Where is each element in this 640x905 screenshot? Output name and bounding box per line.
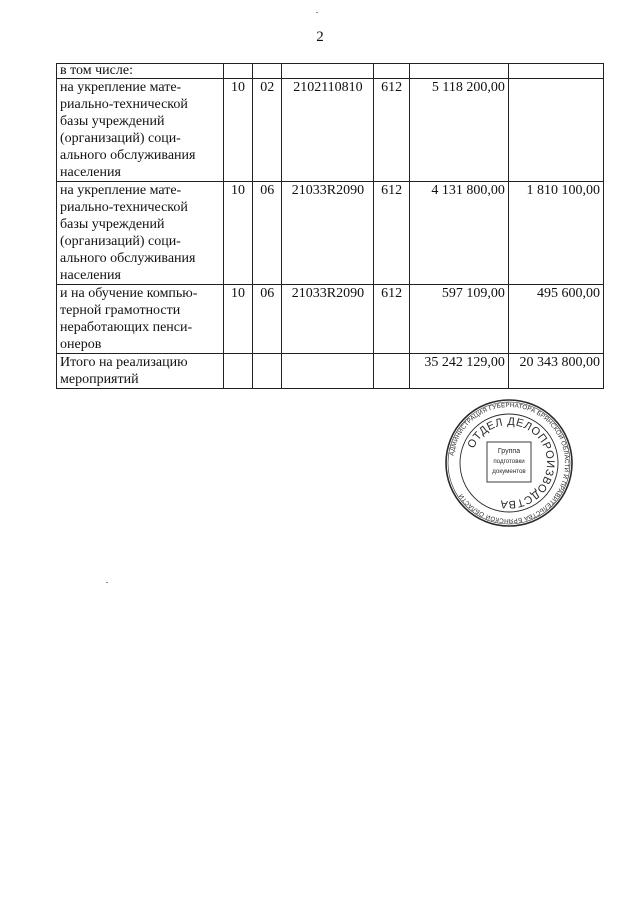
empty-cell — [508, 64, 603, 79]
row-sum-federal — [508, 79, 603, 182]
row-target-article: 2102110810 — [282, 79, 374, 182]
total-target-article — [282, 354, 374, 389]
row-section: 10 — [223, 79, 252, 182]
row-expense-type: 612 — [374, 182, 409, 285]
official-stamp — [444, 398, 574, 528]
stamp-outer-text: АДМИНИСТРАЦИЯ ГУБЕРНАТОРА БРЯНСКОЙ ОБЛАСТИ И ПРАВИТЕЛЬСТВА БРЯНСКОЙ ОБЛАСТИ — [448, 401, 571, 525]
scan-speck — [316, 12, 318, 13]
empty-cell — [253, 64, 282, 79]
row-sum-federal: 495 600,00 — [508, 285, 603, 354]
stamp-arc-text: ОТДЕЛ ДЕЛОПРОИЗВОДСТВА — [465, 415, 557, 511]
row-expense-type: 612 — [374, 285, 409, 354]
table-row — [57, 285, 604, 354]
row-subsection: 06 — [253, 182, 282, 285]
total-sum-federal: 20 343 800,00 — [508, 354, 603, 389]
budget-table — [56, 63, 604, 389]
svg-text:подготовки: подготовки — [493, 458, 525, 465]
row-sum-total: 5 118 200,00 — [409, 79, 508, 182]
row-sum-total: 4 131 800,00 — [409, 182, 508, 285]
table-total-row — [57, 354, 604, 389]
row-name: и на обучение компью- терной грамотности неработающих пенси- онеров — [57, 285, 224, 354]
total-section — [223, 354, 252, 389]
total-sum-total: 35 242 129,00 — [409, 354, 508, 389]
scan-speck — [106, 582, 108, 583]
row-sum-total: 597 109,00 — [409, 285, 508, 354]
svg-text:документов: документов — [492, 468, 526, 475]
row-sum-federal: 1 810 100,00 — [508, 182, 603, 285]
svg-text:Группа: Группа — [497, 448, 521, 455]
empty-cell — [409, 64, 508, 79]
table-row — [57, 79, 604, 182]
row-target-article: 21033R2090 — [282, 285, 374, 354]
empty-cell — [374, 64, 409, 79]
row-subsection: 02 — [253, 79, 282, 182]
page-number: 2 — [316, 29, 324, 45]
stamp-seal-icon — [444, 398, 574, 528]
row-section: 10 — [223, 285, 252, 354]
empty-cell — [223, 64, 252, 79]
table-row — [57, 182, 604, 285]
row-target-article: 21033R2090 — [282, 182, 374, 285]
table-subheader-row — [57, 64, 604, 79]
row-subsection: 06 — [253, 285, 282, 354]
total-expense-type — [374, 354, 409, 389]
total-name: Итого на реализацию мероприятий — [57, 354, 224, 389]
row-section: 10 — [223, 182, 252, 285]
row-name: на укрепление мате- риально-технической базы учреждений (организаций) соци- ального обслуживания населения — [57, 182, 224, 285]
row-expense-type: 612 — [374, 79, 409, 182]
subheader-cell: в том числе: — [57, 64, 224, 79]
empty-cell — [282, 64, 374, 79]
row-name: на укрепление мате- риально-технической базы учреждений (организаций) соци- ального обслуживания населения — [57, 79, 224, 182]
total-subsection — [253, 354, 282, 389]
